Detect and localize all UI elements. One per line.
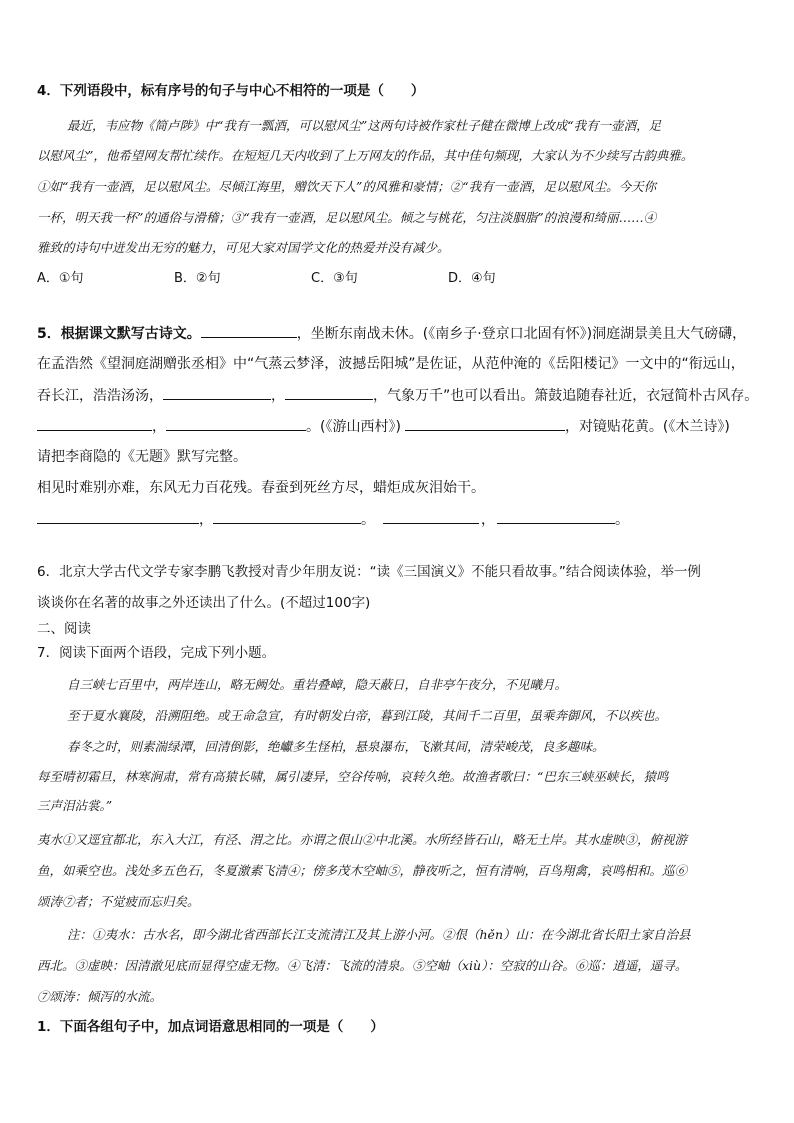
- q7-subquestion-1: 1．下面各组句子中，加点词语意思相同的一项是（ ）: [37, 1019, 384, 1035]
- q5-line-5: 请把李商隐的《无题》默写完整。: [37, 449, 247, 465]
- q4-passage-line-1: 最近，韦应物《简卢陟》中“我有一瓢酒，可以慰风尘”这两句诗被作家杜子健在微博上改成“我有一壶酒，足: [67, 118, 662, 133]
- q5-title: 5．根据课文默写古诗文。: [37, 326, 201, 342]
- q5-blank-7[interactable]: [37, 511, 199, 524]
- q7-para-4a: 每至晴初霜旦，林寒涧肃，常有高猿长啸，属引凄异，空谷传响，哀转久绝。故渔者歌曰：“巴东三峡巫峡长，猿鸣: [37, 769, 669, 784]
- q7-note-3: ⑦颂涛：倾泻的水流。: [37, 989, 163, 1004]
- q6-line-1: 6．北京大学古代文学专家李鹏飞教授对青少年朋友说：“读《三国演义》不能只看故事。”结合阅读体验，举一例: [37, 564, 701, 580]
- q5-blank-3[interactable]: [285, 387, 373, 400]
- q4-option-b[interactable]: B．②句: [174, 271, 221, 286]
- q7-title: 7．阅读下面两个语段，完成下列小题。: [37, 645, 276, 661]
- q5-line-6: 相见时难别亦难，东风无力百花残。春蚕到死丝方尽，蜡炬成灰泪始干。: [37, 480, 485, 496]
- q5-period-8: 。: [361, 512, 375, 528]
- q4-options: [37, 271, 585, 287]
- q5-blank-5[interactable]: [166, 418, 306, 431]
- q5-line-1: [37, 325, 746, 342]
- q5-text-4a: 。(《游山西村》): [306, 419, 401, 435]
- q5-text-4b: ，对镜贴花黄。(《木兰诗》): [564, 419, 730, 435]
- q5-comma-4: ，: [152, 419, 166, 435]
- q7-para-2: 至于夏水襄陵，沿溯阻绝。或王命急宣，有时朝发白帝，暮到江陵，其间千二百里，虽乘奔御风，不以疾也。: [67, 708, 668, 723]
- q5-line-3: [37, 387, 758, 404]
- q5-text-3a: 吞长江，浩浩汤汤，: [37, 388, 163, 404]
- q5-text-3b: ，: [271, 388, 285, 404]
- q5-comma-7: ，: [199, 512, 213, 528]
- q7-para-5a: 夷水①又逕宜都北，东入大江，有泾、渭之比。亦谓之佷山②中北溪。水所经皆石山，略无土岸。其水虚映③，俯视游: [37, 832, 688, 847]
- q4-passage-line-4: 一杯，明天我一杯”的通俗与滑稽；③“我有一壶酒，足以慰风尘。倾之与桃花，匀注淡胭脂”的浪漫和绮丽……④: [37, 210, 657, 225]
- q7-para-5c: 颂涛⑦者；不觉疲而忘归矣。: [37, 894, 200, 909]
- q4-passage-line-2: 以慰风尘”，他希望网友帮忙续作。在短短几天内收到了上万网友的作品，其中佳句频现，大家认为不少续写古韵典雅。: [37, 148, 694, 163]
- q5-text-1b: ，坐断东南战未休。(《南乡子·登京口北固有怀》)洞庭湖景美且大气磅礴，: [296, 326, 747, 342]
- q5-comma-9: ，: [481, 512, 495, 528]
- q5-blank-10[interactable]: [497, 511, 615, 524]
- q5-blank-6[interactable]: [405, 418, 565, 431]
- q7-note-1: 注：①夷水：古水名，即今湖北省西部长江支流清江及其上游小河。②佷（hěn）山：在今湖北省长阳土家自治县: [67, 927, 691, 942]
- q5-blank-4[interactable]: [37, 418, 152, 431]
- q7-para-5b: 鱼，如乘空也。浅处多五色石，冬夏激素飞清④；傍多茂木空岫⑤，静夜听之，恒有清响，百鸟翔禽，哀鸣相和。巡⑥: [37, 863, 688, 878]
- q4-passage-line-5: 雅致的诗句中迸发出无穷的魅力，可见大家对国学文化的热爱并没有减少。: [37, 240, 450, 255]
- q5-line-7: [37, 511, 629, 528]
- q5-line-2: 在孟浩然《望洞庭湖赠张丞相》中“气蒸云梦泽，波撼岳阳城”是佐证，从范仲淹的《岳阳楼记》一文中的“衔远山，: [37, 356, 745, 372]
- q4-option-c[interactable]: C．③句: [311, 271, 358, 286]
- q6-line-2: 谈谈你在名著的故事之外还读出了什么。(不超过100字): [37, 595, 371, 611]
- q5-blank-8[interactable]: [213, 511, 361, 524]
- section-reading-heading: 二、阅读: [37, 621, 91, 637]
- q4-passage-line-3: ①如“我有一壶酒，足以慰风尘。尽倾江海里，赠饮天下人”的风雅和豪情；②“我有一壶酒，足以慰风尘。今天你: [37, 179, 657, 194]
- q4-option-a[interactable]: A．①句: [37, 271, 84, 286]
- q5-blank-9[interactable]: [383, 511, 479, 524]
- q5-period-10: 。: [615, 512, 629, 528]
- q7-note-2: 西北。③虚映：因清澈见底而显得空虚无物。④飞清：飞流的清泉。⑤空岫（xiù）：空寂的山谷。⑥巡：逍遥，遥寻。: [37, 958, 688, 973]
- q5-line-4: [37, 418, 730, 435]
- q7-para-4b: 三声泪沾裳。”: [37, 798, 113, 813]
- q5-blank-2[interactable]: [163, 387, 271, 400]
- q5-text-3c: ，气象万千”也可以看出。箫鼓追随春社近，衣冠简朴古风存。: [373, 388, 759, 404]
- q4-title: 4．下列语段中，标有序号的句子与中心不相符的一项是（ ）: [37, 83, 425, 99]
- q7-para-3: 春冬之时，则素湍绿潭，回清倒影，绝巘多生怪柏，悬泉瀑布，飞漱其间，清荣峻茂，良多趣味。: [67, 739, 605, 754]
- q5-blank-1[interactable]: [201, 325, 297, 338]
- q7-para-1: 自三峡七百里中，两岸连山，略无阙处。重岩叠嶂，隐天蔽日，自非亭午夜分，不见曦月。: [67, 677, 568, 692]
- q4-option-d[interactable]: D．④句: [448, 271, 496, 286]
